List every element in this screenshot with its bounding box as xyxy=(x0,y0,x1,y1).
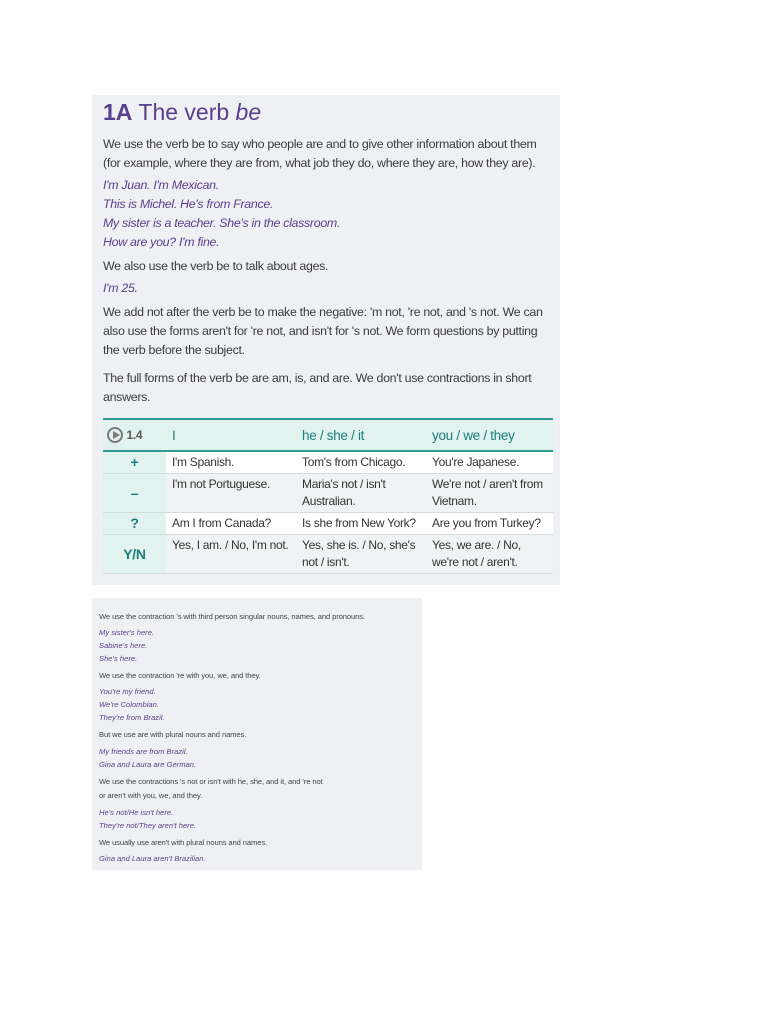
table-header-row xyxy=(103,419,553,451)
note-line: We use the contraction 're with you, we, and they. xyxy=(99,671,261,680)
table-cell: Am I from Canada? xyxy=(166,513,296,535)
grammar-panel xyxy=(92,95,560,585)
note-example: My friends are from Brazil. xyxy=(99,747,188,756)
example-line: My sister is a teacher. She's in the classroom. xyxy=(103,216,341,230)
column-header: you / we / they xyxy=(426,419,553,451)
table-cell: Maria's not / isn't Australian. xyxy=(296,474,426,513)
note-line: But we use are with plural nouns and names. xyxy=(99,730,247,739)
row-symbol: Y/N xyxy=(103,535,166,574)
audio-track[interactable] xyxy=(103,419,166,451)
table-cell: Are you from Turkey? xyxy=(426,513,553,535)
note-line: We usually use aren't with plural nouns and names. xyxy=(99,838,268,847)
conjugation-table xyxy=(103,418,553,574)
table-row xyxy=(103,513,553,535)
negative-paragraph: We add not after the verb be to make the negative: 'm not, 're not, and 's not. We can also use the forms aren't for 're not, and isn't for 's not. We form questions by putting the verb before the subject. xyxy=(103,305,543,357)
note-example: My sister's here. xyxy=(99,628,155,637)
example-line: How are you? I'm fine. xyxy=(103,235,220,249)
note-example: She's here. xyxy=(99,654,138,663)
row-symbol: – xyxy=(103,474,166,513)
section-number: 1A xyxy=(103,99,133,125)
contraction-notes-panel xyxy=(92,598,422,870)
table-cell: Yes, I am. / No, I'm not. xyxy=(166,535,296,574)
note-line: We use the contraction 's with third person singular nouns, names, and pronouns. xyxy=(99,612,365,621)
column-header: I xyxy=(166,419,296,451)
section-title-word: be xyxy=(235,99,262,125)
fullforms-paragraph: The full forms of the verb be are am, is, and are. We don't use contractions in short answers. xyxy=(103,371,532,404)
example-line: I'm Juan. I'm Mexican. xyxy=(103,178,219,192)
note-example: We're Colombian. xyxy=(99,700,159,709)
section-title-text: The verb xyxy=(138,99,230,125)
note-example: You're my friend. xyxy=(99,687,156,696)
note-example: Sabine's here. xyxy=(99,641,148,650)
column-header: he / she / it xyxy=(296,419,426,451)
track-number: 1.4 xyxy=(126,427,143,442)
example-line: I'm 25. xyxy=(103,281,138,295)
table-cell: We're not / aren't from Vietnam. xyxy=(426,474,553,513)
intro-paragraph: We use the verb be to say who people are and to give other information about them (for example, where they are from, what job they do, where they are, how they are). xyxy=(103,137,537,170)
table-cell: I'm Spanish. xyxy=(166,451,296,474)
table-cell: You're Japanese. xyxy=(426,451,553,474)
note-line: or aren't with you, we, and they. xyxy=(99,791,203,800)
table-row xyxy=(103,474,553,513)
note-example: Gina and Laura aren't Brazilian. xyxy=(99,854,206,863)
note-example: They're not/They aren't here. xyxy=(99,821,197,830)
note-example: He's not/He isn't here. xyxy=(99,808,174,817)
row-symbol: ? xyxy=(103,513,166,535)
note-line: We use the contractions 's not or isn't with he, she, and it, and 're not xyxy=(99,777,323,786)
table-cell: I'm not Portuguese. xyxy=(166,474,296,513)
row-symbol: + xyxy=(103,451,166,474)
play-icon[interactable] xyxy=(107,427,123,443)
ages-paragraph: We also use the verb be to talk about ages. xyxy=(103,259,329,273)
example-line: This is Michel. He's from France. xyxy=(103,197,274,211)
table-cell: Yes, we are. / No, we're not / aren't. xyxy=(426,535,553,574)
table-row xyxy=(103,535,553,574)
section-title xyxy=(103,99,261,126)
table-cell: Tom's from Chicago. xyxy=(296,451,426,474)
note-example: They're from Brazil. xyxy=(99,713,165,722)
note-example: Gina and Laura are German. xyxy=(99,760,197,769)
table-row xyxy=(103,451,553,474)
table-cell: Yes, she is. / No, she's not / isn't. xyxy=(296,535,426,574)
table-cell: Is she from New York? xyxy=(296,513,426,535)
